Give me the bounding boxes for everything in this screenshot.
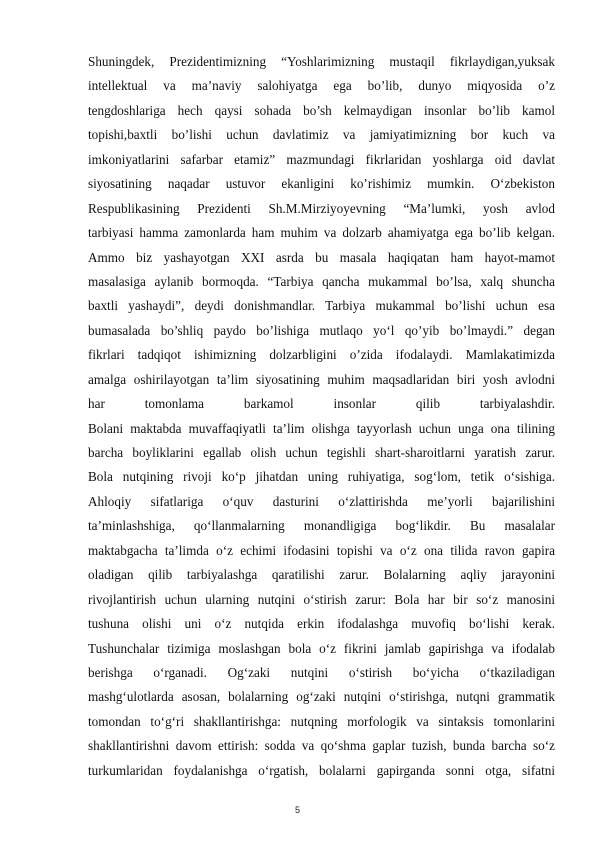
text-line: Bola nutqining rivoji ko‘p jihatdan uning ruhiyatiga, sog‘lom, tetik o‘sishiga. — [88, 469, 555, 485]
text-line: Shuningdek, Prezidentimizning “Yoshlarimizning mustaqil fikrlaydigan,yuksak — [88, 54, 555, 69]
text-line: tengdoshlariga hech qaysi sohada bo’sh kelmaydigan insonlar bo’lib kamol — [88, 102, 555, 118]
text-line: mashg‘ulotlarda asosan, bolalarning og‘zaki nutqini o‘stirishga, nutqni grammatik — [88, 689, 555, 705]
text-line: baxtli yashaydi”, deydi donishmandlar. Tarbiya mukammal bo’lishi uchun esa — [88, 298, 555, 314]
text-line: tarbiyasi hamma zamonlarda ham muhim va dolzarb ahamiyatga ega bo’lib kelgan. — [88, 225, 555, 241]
text-line: amalga oshirilayotgan ta’lim siyosatining muhim maqsadlaridan biri yosh avlodni — [88, 371, 555, 387]
text-line: tushuna olishi uni o‘z nutqida erkin ifodalashga muvofiq bo‘lishi kerak. — [88, 616, 555, 632]
text-line: Ahloqiy sifatlariga o‘quv dasturini o‘zlattirishda me’yorli bajarilishini — [88, 493, 555, 509]
text-line: fikrlari tadqiqot ishimizning dolzarbligini o’zida ifodalaydi. Mamlakatimizda — [88, 347, 555, 363]
text-line: Ammo biz yashayotgan XXI asrda bu masala haqiqatan ham hayot-mamot — [88, 249, 555, 265]
text-line: turkumlaridan foydalanishga o‘rgatish, bolalarni gapirganda sonni otga, sifatni — [88, 762, 555, 778]
text-line: barcha boyliklarini egallab olish uchun tegishli shart-sharoitlarni yaratish zarur. — [88, 445, 555, 460]
text-line: rivojlantirish uchun ularning nutqini o‘stirish zarur: Bola har bir so‘z manosini — [88, 591, 555, 607]
text-line: topishi,baxtli bo’lishi uchun davlatimiz va jamiyatimizning bor kuch va — [88, 127, 555, 143]
text-line: har tomonlama barkamol insonlar qilib tarbiyalashdir. — [88, 396, 555, 412]
page-number: 5 — [294, 805, 300, 815]
text-line: Respublikasining Prezidenti Sh.M.Mirziyoyevning “Ma’lumki, yosh avlod — [88, 200, 555, 216]
text-line: Tushunchalar tizimiga moslashgan bola o‘z fikrini jamlab gapirishga va ifodalab — [88, 640, 555, 656]
text-line: berishga o‘rganadi. Og‘zaki nutqini o‘stirish bo‘yicha o‘tkaziladigan — [88, 664, 555, 680]
text-line: siyosatining naqadar ustuvor ekanligini ko’rishimiz mumkin. O‘zbekiston — [88, 176, 555, 192]
text-line: shakllantirishni davom ettirish: sodda va qo‘shma gaplar tuzish, bunda barcha so‘z — [88, 738, 555, 754]
text-line: intellektual va ma’naviy salohiyatga ega bo’lib, dunyo miqyosida o’z — [88, 78, 555, 94]
text-line: maktabgacha ta’limda o‘z echimi ifodasini topishi va o‘z ona tilida ravon gapira — [88, 542, 555, 558]
text-line: ta’minlashshiga, qo‘llanmalarning monandligiga bog‘likdir. Bu masalalar — [88, 518, 555, 534]
text-line: oladigan qilib tarbiyalashga qaratilishi zarur. Bolalarning aqliy jarayonini — [88, 567, 555, 583]
text-line: imkoniyatlarini safarbar etamiz” mazmundagi fikrlaridan yoshlarga oid davlat — [88, 151, 555, 167]
text-line: Bolani maktabda muvaffaqiyatli ta’lim olishga tayyorlash uchun unga ona tilining — [88, 420, 555, 436]
body-text — [88, 50, 555, 783]
text-line: tomondan to‘g‘ri shakllantirishga: nutqning morfologik va sintaksis tomonlarini — [88, 713, 555, 729]
text-line: masalasiga aylanib bormoqda. “Tarbiya qancha mukammal bo’lsa, xalq shuncha — [88, 273, 555, 289]
text-line: bumasalada bo’shliq paydo bo’lishiga mutlaqo yo‘l qo’yib bo’lmaydi.” degan — [88, 322, 555, 338]
